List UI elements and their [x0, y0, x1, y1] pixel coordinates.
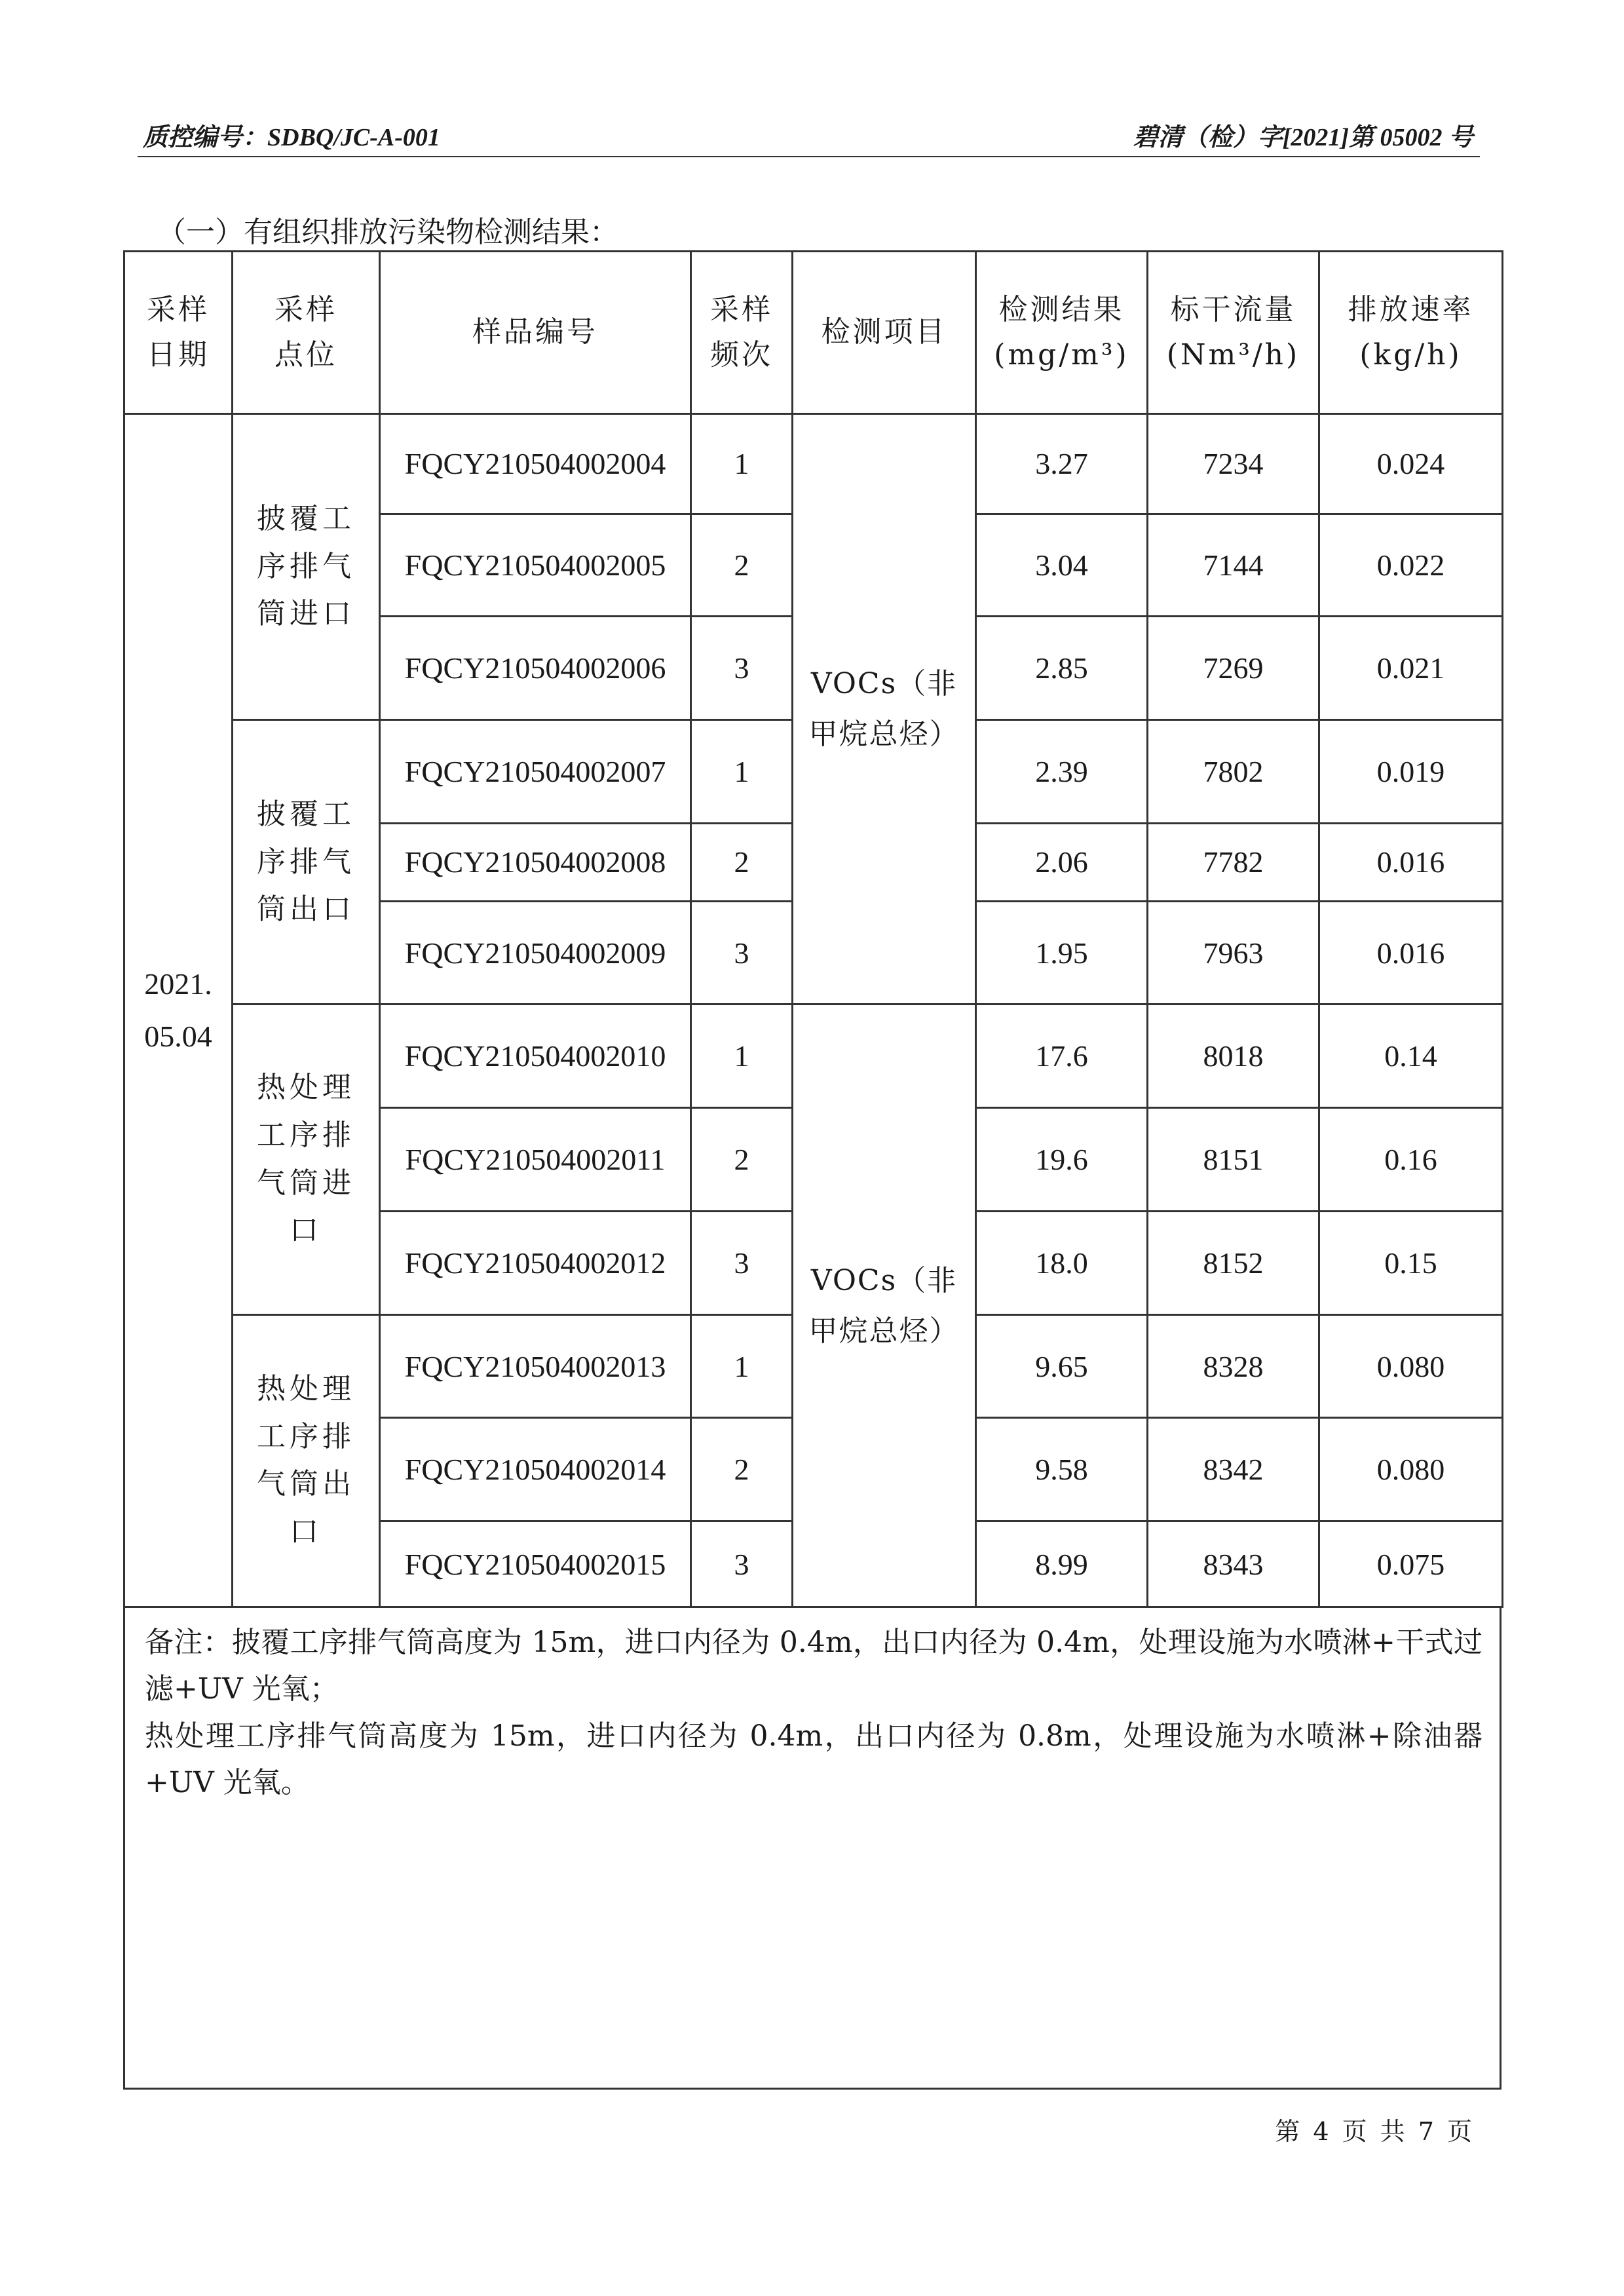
flow-cell: 7234 — [1148, 414, 1319, 514]
rate-cell: 0.16 — [1319, 1108, 1503, 1212]
flow-cell: 7269 — [1148, 616, 1319, 720]
result-cell: 2.06 — [976, 824, 1148, 902]
qc-number: 质控编号：SDBQ/JC-A-001 — [143, 124, 440, 151]
rate-cell: 0.024 — [1319, 414, 1503, 514]
flow-cell: 8328 — [1148, 1314, 1319, 1418]
sample-id-cell: FQCY210504002011 — [380, 1108, 691, 1212]
flow-cell: 8343 — [1148, 1521, 1319, 1607]
sample-id-cell: FQCY210504002007 — [380, 720, 691, 824]
result-cell: 18.0 — [976, 1211, 1148, 1314]
flow-cell: 8151 — [1148, 1108, 1319, 1212]
remarks-box — [123, 1606, 1501, 2090]
test-item-cell: VOCs（非 甲烷总烃） — [793, 414, 976, 1004]
site-cell: 热处理 工序排 气筒出 口 — [233, 1314, 380, 1607]
frequency-cell: 3 — [691, 901, 793, 1004]
frequency-cell: 1 — [691, 1314, 793, 1418]
rate-cell: 0.075 — [1319, 1521, 1503, 1607]
table-header-row — [124, 252, 1503, 414]
result-cell: 2.85 — [976, 616, 1148, 720]
sample-id-cell: FQCY210504002014 — [380, 1418, 691, 1521]
result-cell: 9.65 — [976, 1314, 1148, 1418]
frequency-cell: 2 — [691, 824, 793, 902]
header-result: 检测结果 (mg/m³) — [976, 252, 1148, 414]
flow-cell: 7782 — [1148, 824, 1319, 902]
frequency-cell: 1 — [691, 414, 793, 514]
sample-id-cell: FQCY210504002012 — [380, 1211, 691, 1314]
header-date: 采样 日期 — [124, 252, 233, 414]
remarks-line-2: 热处理工序排气筒高度为 15m，进口内径为 0.4m，出口内径为 0.8m，处理设施为水喷淋+除油器+UV 光氧。 — [145, 1719, 1482, 1799]
rate-cell: 0.080 — [1319, 1418, 1503, 1521]
flow-cell: 7144 — [1148, 514, 1319, 616]
result-cell: 17.6 — [976, 1004, 1148, 1108]
sample-id-cell: FQCY210504002010 — [380, 1004, 691, 1108]
flow-cell: 7802 — [1148, 720, 1319, 824]
result-cell: 2.39 — [976, 720, 1148, 824]
rate-cell: 0.080 — [1319, 1314, 1503, 1418]
sample-id-cell: FQCY210504002006 — [380, 616, 691, 720]
site-cell: 披覆工 序排气 筒出口 — [233, 720, 380, 1004]
rate-cell: 0.016 — [1319, 824, 1503, 902]
results-table — [123, 250, 1503, 1608]
frequency-cell: 1 — [691, 1004, 793, 1108]
frequency-cell: 1 — [691, 720, 793, 824]
sample-id-cell: FQCY210504002015 — [380, 1521, 691, 1607]
rate-cell: 0.14 — [1319, 1004, 1503, 1108]
header-rate: 排放速率 (kg/h) — [1319, 252, 1503, 414]
header-divider — [138, 156, 1480, 157]
section-title: （一）有组织排放污染物检测结果： — [157, 216, 618, 249]
flow-cell: 8342 — [1148, 1418, 1319, 1521]
frequency-cell: 3 — [691, 1521, 793, 1607]
flow-cell: 8152 — [1148, 1211, 1319, 1314]
header-frequency: 采样 频次 — [691, 252, 793, 414]
sample-id-cell: FQCY210504002005 — [380, 514, 691, 616]
result-cell: 3.27 — [976, 414, 1148, 514]
result-cell: 3.04 — [976, 514, 1148, 616]
header-sample-id: 样品编号 — [380, 252, 691, 414]
sample-id-cell: FQCY210504002008 — [380, 824, 691, 902]
result-cell: 8.99 — [976, 1521, 1148, 1607]
frequency-cell: 2 — [691, 1418, 793, 1521]
rate-cell: 0.022 — [1319, 514, 1503, 616]
sample-id-cell: FQCY210504002009 — [380, 901, 691, 1004]
page-number: 第 4 页 共 7 页 — [1275, 2117, 1475, 2146]
table-row — [124, 414, 1503, 514]
sample-id-cell: FQCY210504002013 — [380, 1314, 691, 1418]
frequency-cell: 3 — [691, 616, 793, 720]
rate-cell: 0.019 — [1319, 720, 1503, 824]
flow-cell: 8018 — [1148, 1004, 1319, 1108]
rate-cell: 0.15 — [1319, 1211, 1503, 1314]
site-cell: 披覆工 序排气 筒进口 — [233, 414, 380, 720]
frequency-cell: 2 — [691, 1108, 793, 1212]
header-flow: 标干流量 (Nm³/h) — [1148, 252, 1319, 414]
report-number: 碧清（检）字[2021]第 05002 号 — [1133, 124, 1473, 151]
header-site: 采样 点位 — [233, 252, 380, 414]
rate-cell: 0.016 — [1319, 901, 1503, 1004]
site-cell: 热处理 工序排 气筒进 口 — [233, 1004, 380, 1314]
sampling-date: 2021. 05.04 — [124, 414, 233, 1607]
rate-cell: 0.021 — [1319, 616, 1503, 720]
result-cell: 19.6 — [976, 1108, 1148, 1212]
result-cell: 9.58 — [976, 1418, 1148, 1521]
sample-id-cell: FQCY210504002004 — [380, 414, 691, 514]
test-item-cell: VOCs（非 甲烷总烃） — [793, 1004, 976, 1607]
table-row — [124, 1004, 1503, 1108]
result-cell: 1.95 — [976, 901, 1148, 1004]
frequency-cell: 2 — [691, 514, 793, 616]
frequency-cell: 3 — [691, 1211, 793, 1314]
flow-cell: 7963 — [1148, 901, 1319, 1004]
remarks-line-1: 备注：披覆工序排气筒高度为 15m，进口内径为 0.4m，出口内径为 0.4m，处理设施为水喷淋+干式过滤+UV 光氧； — [145, 1626, 1482, 1706]
header-item: 检测项目 — [793, 252, 976, 414]
